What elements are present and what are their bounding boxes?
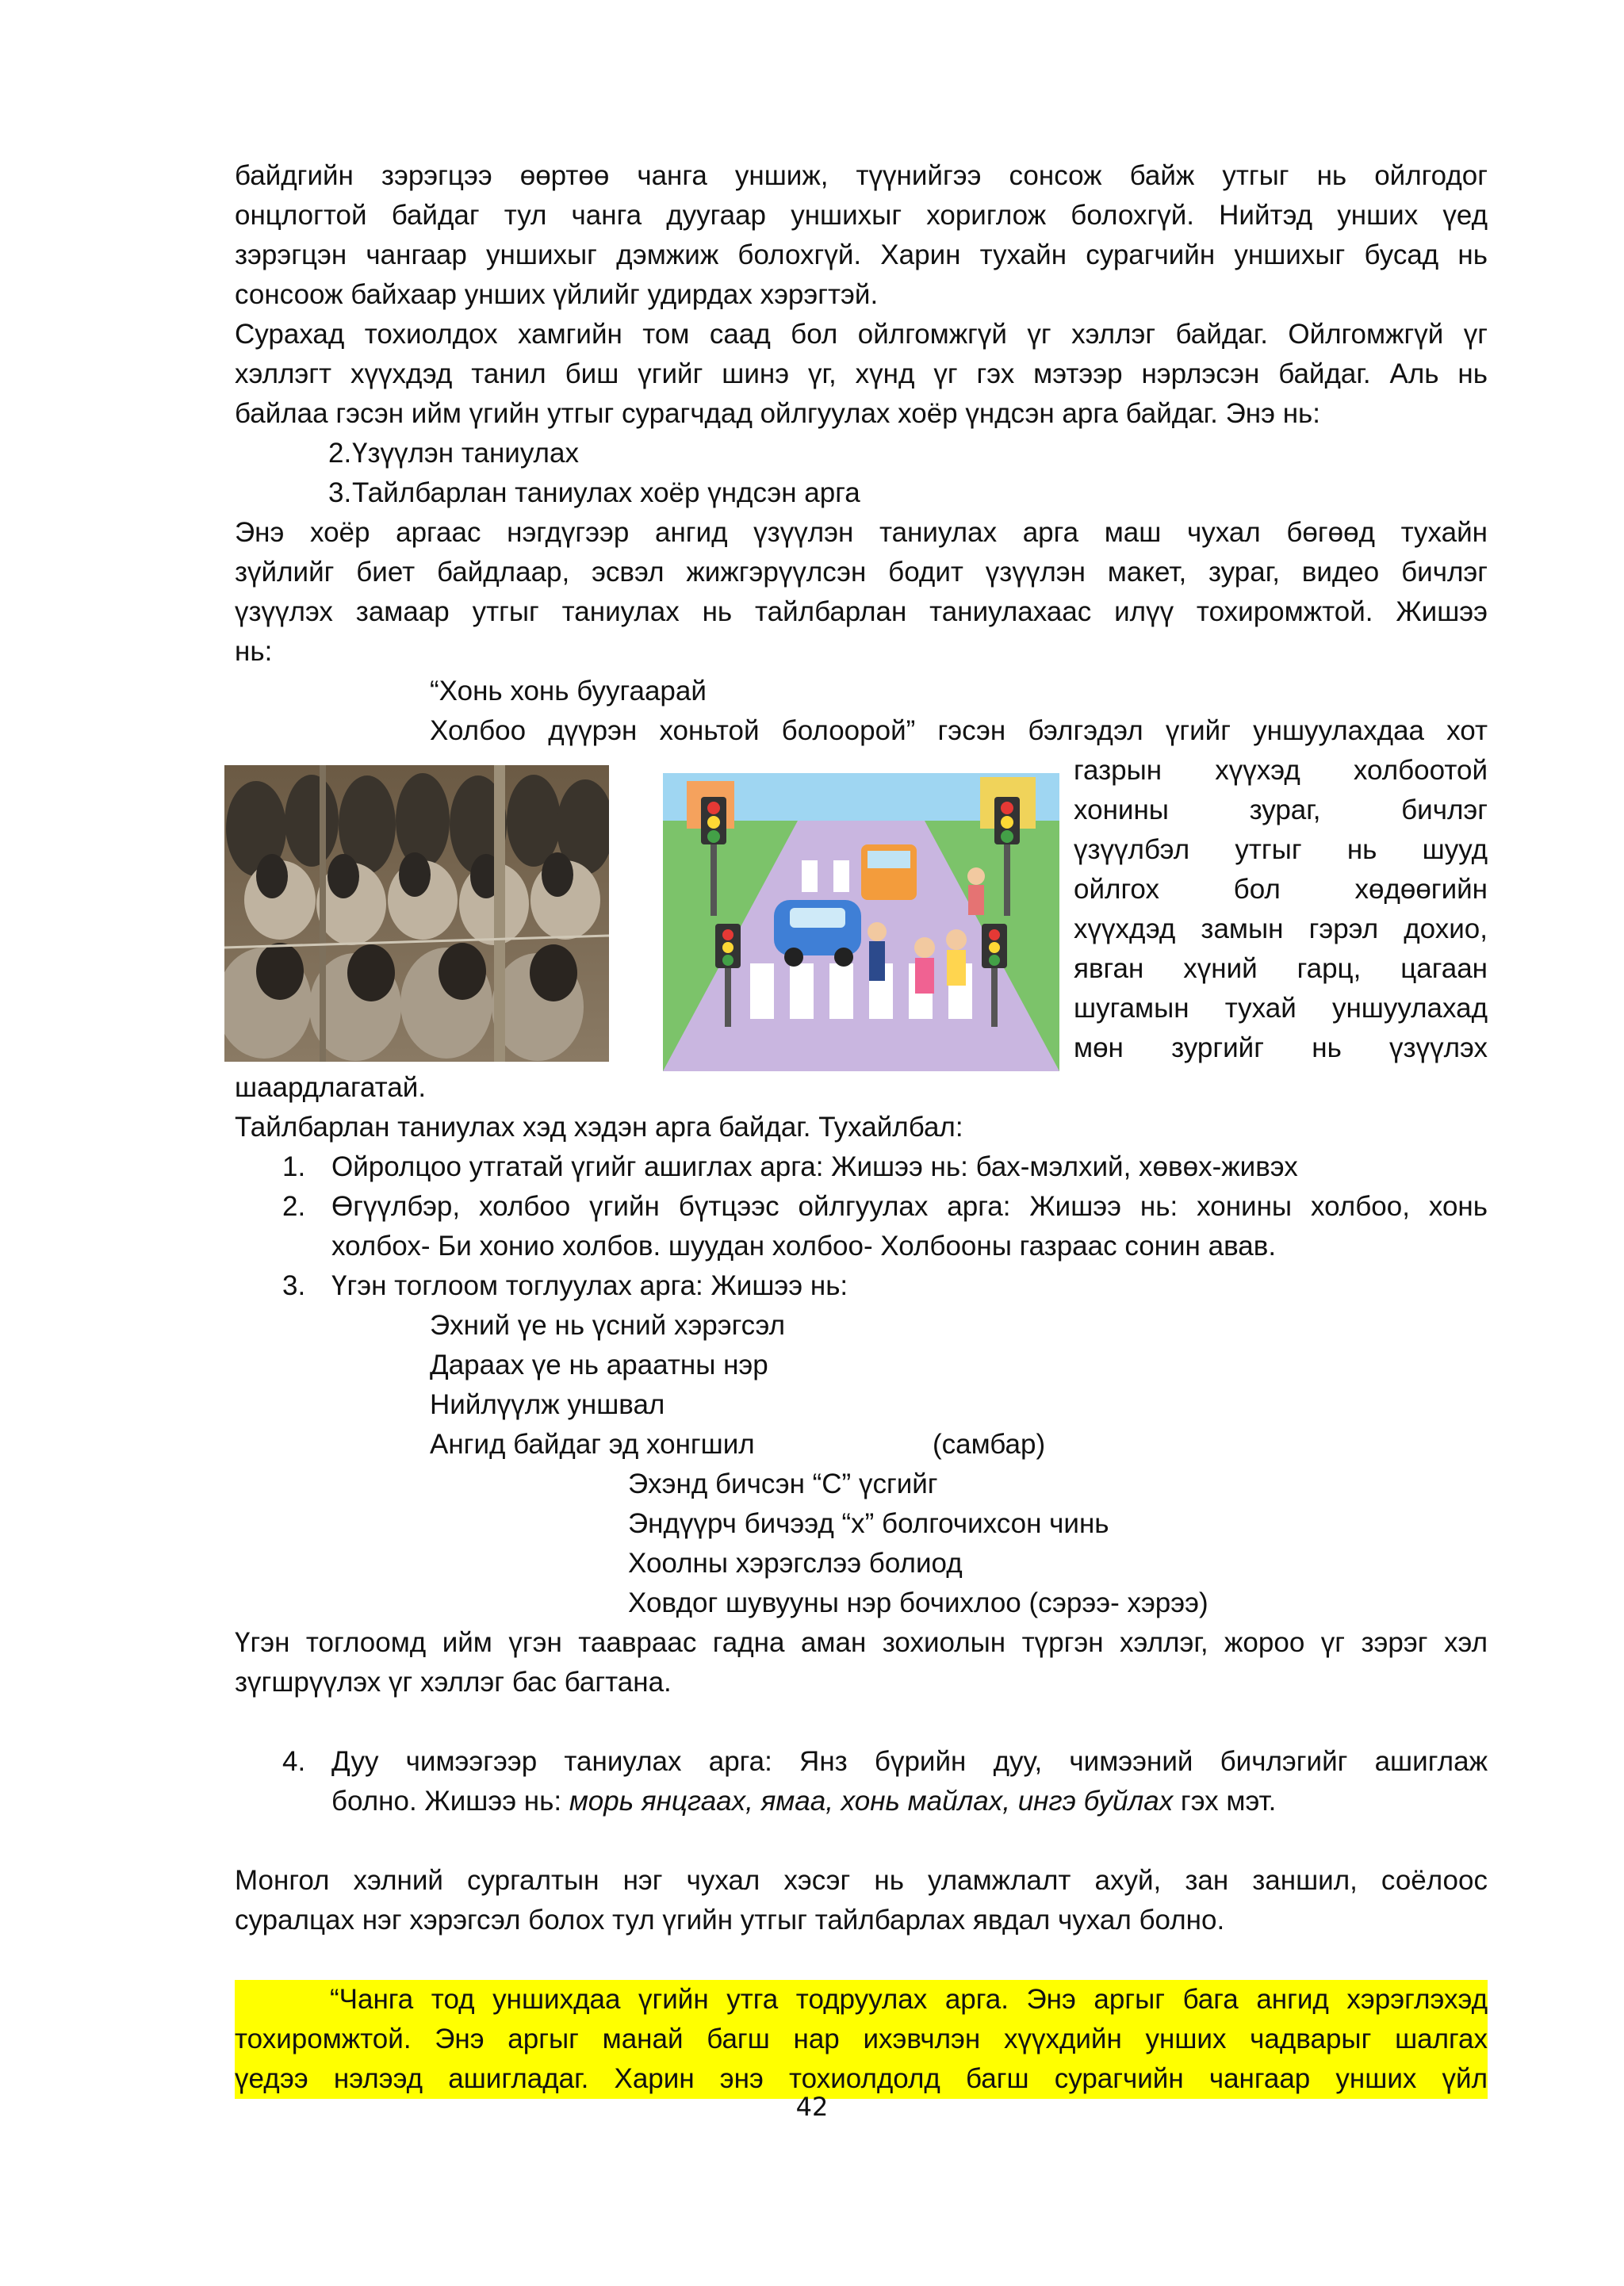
list-item-text: Тайлбарлан таниулах хоёр үндсэн арга [352, 477, 860, 508]
text-line: мөн зургийг нь үзүүлэх [1074, 1032, 1488, 1063]
list-number: 2. [282, 1191, 306, 1222]
riddle-line: Нийлүүлж уншвал [430, 1389, 665, 1420]
text-line: зэрэгцэн чангаар уншихыг дэмжиж болохгүй. Харин тухайн сурагчийн уншихыг бусад нь [235, 239, 1488, 270]
list-number: 3. [328, 477, 352, 508]
side-text [1074, 751, 1488, 1068]
list-item-text: Үзүүлэн таниулах [352, 438, 579, 469]
text-line: сонсоож байхаар унших үйлийг удирдах хэрэгтэй. [235, 279, 879, 310]
text-line: явган хүний гарц, цагаан [1074, 953, 1488, 984]
list-number: 3. [282, 1270, 306, 1301]
quote-line-text: Холбоо дүүрэн хоньтой болоорой” гэсэн бэлгэдэл үгийг уншуулахдаа хот [430, 715, 1488, 746]
quote-line: “Хонь хонь буугаарай [430, 676, 707, 706]
crosswalk-illustration-graphic [663, 773, 1059, 1071]
text-line: тохиромжтой. Энэ аргыг манай багш нар ихэвчлэн хүүхдийн унших чадварыг шалгах [235, 2024, 1488, 2054]
riddle-line: Хоолны хэрэгслээ болиод [628, 1548, 963, 1579]
list-item-text: Ойролцоо утгатай үгийг ашиглах арга: Жишээ нь: бах-мэлхий, хөвөх-живэх [331, 1151, 1298, 1182]
riddle-line: Эндүүрч бичээд “х” болгочихсон чинь [628, 1508, 1109, 1539]
text-line: суралцах нэг хэрэгсэл болох тул үгийн утгыг тайлбарлах явдал чухал болно. [235, 1905, 1225, 1936]
list-number: 1. [282, 1151, 306, 1182]
quote-line [430, 711, 1488, 751]
text-line: холбох- Би хонио холбов. шуудан холбоо- Холбооны газраас сонин авав. [331, 1231, 1277, 1262]
text-line: байлаа гэсэн ийм үгийн утгыг сурагчдад ойлгуулах хоёр үндсэн арга байдаг. Энэ нь: [235, 398, 1320, 429]
text-line: хонины зураг, бичлэг [1074, 795, 1488, 825]
text-line: шаардлагатай. [235, 1072, 427, 1103]
italic-examples: морь янцгаах, ямаа, хонь майлах, ингэ буйлах [569, 1786, 1174, 1817]
sheep-photo-graphic [224, 765, 609, 1062]
page-number: 42 [795, 2092, 829, 2122]
paragraph-2 [235, 315, 1488, 434]
text-line: хэллэгт хүүхдэд танил биш үгийг шинэ үг, хүнд үг гэх мэтээр нэрлэсэн байдаг. Аль нь [235, 358, 1488, 389]
text-line: Дуу чимээгээр таниулах арга: Янз бүрийн дуу, чимээний бичлэгийг ашиглаж [331, 1746, 1488, 1777]
text-segment: гэх мэт. [1173, 1786, 1277, 1817]
crosswalk-illustration [663, 773, 1059, 1071]
riddle-answer: (самбар) [933, 1429, 1046, 1460]
text-line: зүгшрүүлэх үг хэллэг бас багтана. [235, 1667, 672, 1698]
text-line: Үгэн тоглоомд ийм үгэн тааврааc гадна аман зохиолын түргэн хэллэг, жороо үг зэрэг хэл [235, 1627, 1488, 1658]
list-number: 2. [328, 438, 352, 469]
sheep-photo [224, 765, 609, 1062]
text-line: үедээ нэлээд ашигладаг. Харин энэ тохиолдолд багш сурагчийн чангаар унших үйл [235, 2063, 1488, 2094]
text-line: Сурахад тохиолдох хамгийн том саад бол ойлгомжгүй үг хэллэг байдаг. Ойлгомжгүй үг [235, 319, 1488, 350]
text-line: “Чанга тод уншихдаа үгийн утга тодруулах арга. Энэ аргыг бага ангид хэрэглэхэд [330, 1984, 1488, 2015]
text-line: зүйлийг биет байдлаар, эсвэл жижгэрүүлсэн бодит үзүүлэн макет, зураг, видео бичлэг [235, 557, 1488, 588]
text-line: Энэ хоёр аргаас нэгдүгээр ангид үзүүлэн таниулах арга маш чухал бөгөөд тухайн [235, 517, 1488, 548]
list-number: 4. [282, 1746, 306, 1777]
text-line: нь: [235, 636, 273, 667]
text-line: ойлгох бол хөдөөгийн [1074, 874, 1488, 905]
text-line: Өгүүлбэр, холбоо үгийн бүтцээс ойлгуулах арга: Жишээ нь: хонины холбоо, хонь [331, 1191, 1488, 1222]
paragraph-5 [235, 1623, 1488, 1702]
paragraph-4: Тайлбарлан таниулах хэд хэдэн арга байдаг. Тухайлбал: [235, 1112, 963, 1143]
text-line: байдгийн зэрэгцээ өөртөө чанга уншиж, түүнийгээ сонсож байж утгыг нь ойлгодог [235, 160, 1488, 191]
text-line: хүүхдэд замын гэрэл дохио, [1074, 913, 1488, 944]
riddle-line: Ангид байдаг эд хонгшил [430, 1429, 755, 1460]
text-segment: болно. Жишээ нь: [331, 1786, 569, 1817]
riddle-line: Эхний үе нь үсний хэрэгсэл [430, 1310, 786, 1341]
riddle-line: Дараах үе нь араатны нэр [430, 1350, 768, 1380]
text-line: Монгол хэлний сургалтын нэг чухал хэсэг нь уламжлалт ахуй, зан заншил, соёлоос [235, 1865, 1488, 1896]
text-line: үзүүлбэл утгыг нь шууд [1074, 834, 1488, 865]
list-item-text [331, 1187, 1488, 1266]
riddle-line: Ховдог шувууны нэр бочихлоо (сэрээ- хэрээ) [628, 1587, 1208, 1618]
list-item-text [331, 1742, 1488, 1821]
paragraph-1 [235, 156, 1488, 315]
list-item-text: Үгэн тоглоом тоглуулах арга: Жишээ нь: [331, 1270, 848, 1301]
text-line: онцлогтой байдаг тул чанга дуугаар уншихыг хориглож болохгүй. Нийтэд унших үед [235, 200, 1488, 231]
riddle-line: Эхэнд бичсэн “С” үсгийг [628, 1468, 938, 1499]
highlighted-paragraph [235, 1980, 1488, 2099]
text-line: газрын хүүхэд холбоотой [1074, 755, 1488, 786]
paragraph-3 [235, 513, 1488, 672]
text-line: шугамын тухай уншуулахад [1074, 993, 1488, 1024]
text-line: үзүүлэх замаар утгыг таниулах нь тайлбарлан таниулахаас илүү тохиромжтой. Жишээ [235, 596, 1488, 627]
text-line [331, 1782, 1488, 1821]
paragraph-6 [235, 1861, 1488, 1940]
